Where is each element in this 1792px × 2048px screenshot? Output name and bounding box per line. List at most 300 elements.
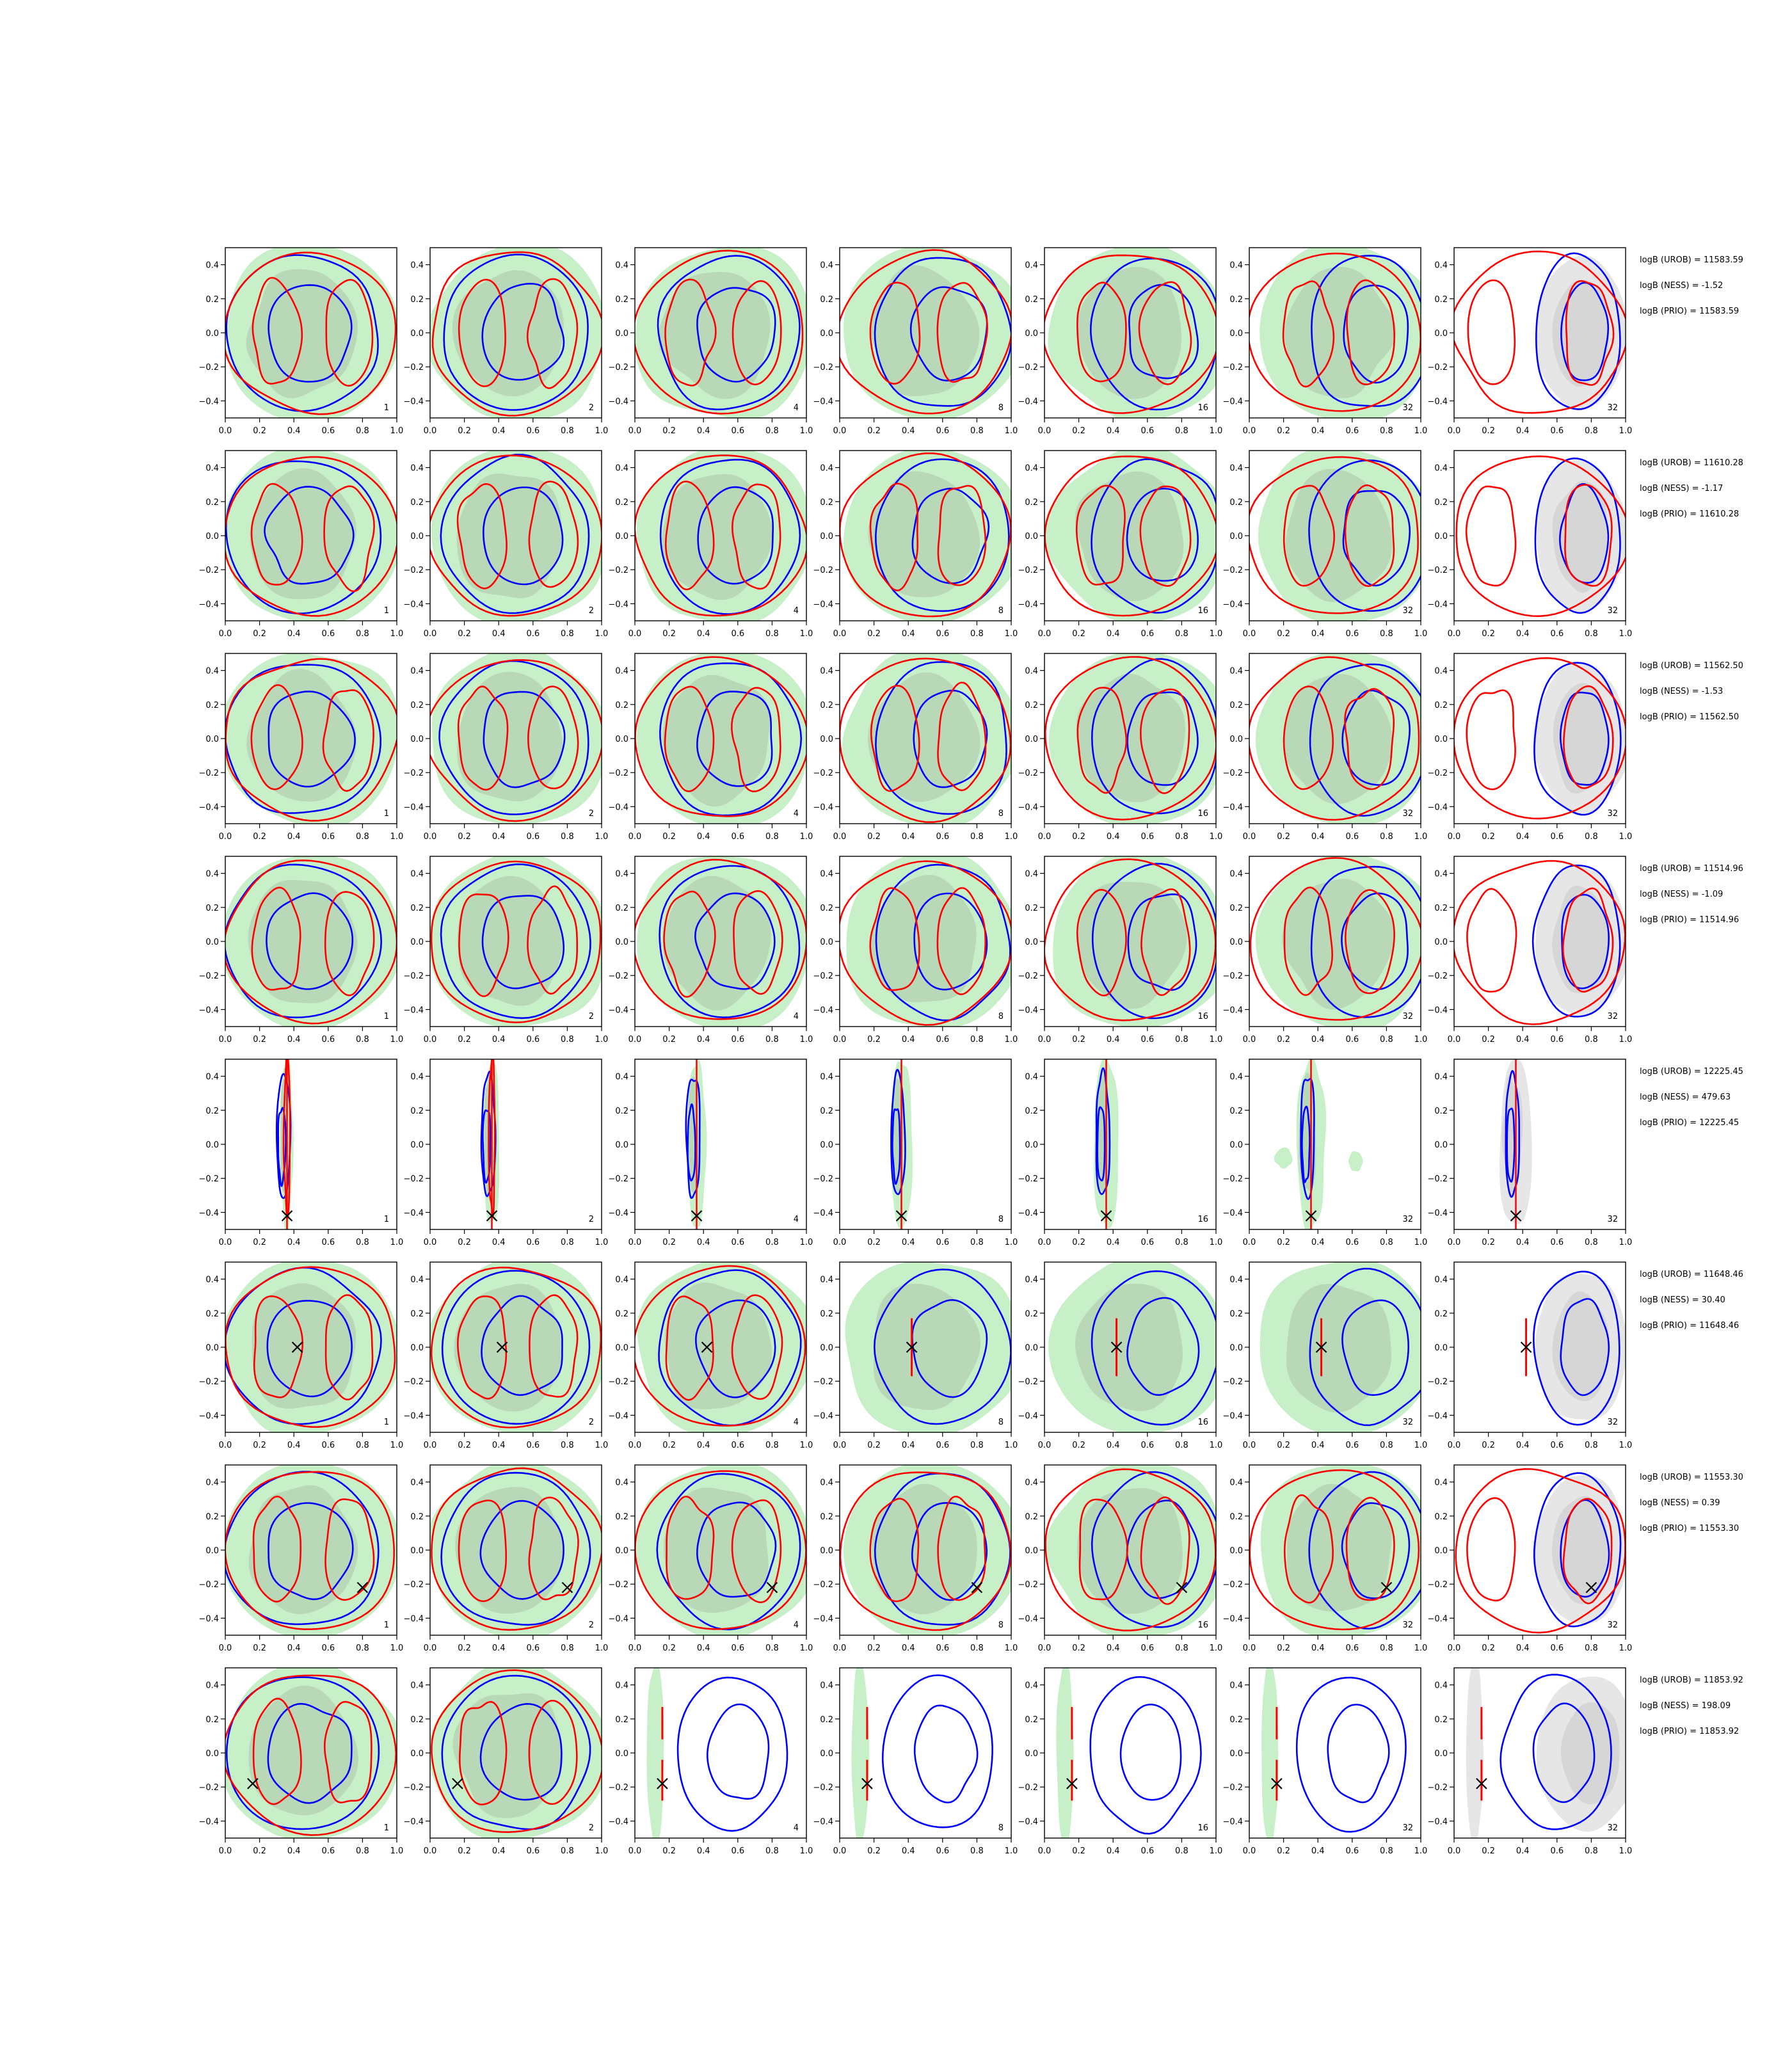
panel-r1-c1 [198, 244, 403, 436]
y-tick-label: −0.2 [1427, 1580, 1448, 1590]
y-tick-label: 0.0 [205, 1343, 219, 1353]
x-tick-label: 1.0 [799, 1644, 813, 1653]
y-tick-label: 0.4 [1229, 1275, 1243, 1285]
x-tick-label: 0.0 [1447, 1035, 1461, 1044]
y-tick-label: 0.0 [1025, 735, 1038, 744]
blue-contour [1121, 1704, 1181, 1800]
y-tick-label: 0.0 [1434, 1749, 1448, 1759]
x-tick-label: 0.0 [628, 426, 642, 436]
plot-area [1261, 1656, 1405, 1850]
x-tick-label: 0.2 [1482, 1846, 1495, 1856]
x-tick-label: 0.0 [1242, 1441, 1256, 1450]
plot-area [1453, 658, 1629, 819]
x-tick-label: 1.0 [1414, 1846, 1428, 1856]
y-tick-label: 0.0 [1025, 329, 1038, 339]
x-tick-label: 0.4 [901, 629, 915, 639]
x-tick-label: 0.6 [526, 1238, 540, 1247]
y-tick-label: 0.2 [410, 497, 424, 508]
y-tick-label: 0.0 [410, 938, 424, 947]
density-fill-outer [646, 1660, 664, 1850]
x-tick-label: 0.6 [731, 426, 745, 436]
x-tick-label: 0.4 [1311, 1035, 1325, 1044]
x-tick-label: 0.6 [321, 1035, 335, 1044]
x-tick-label: 0.0 [628, 629, 642, 639]
panel-step-label: 32 [1402, 1823, 1413, 1833]
y-tick-label: −0.2 [608, 1377, 628, 1388]
y-tick-label: 0.4 [820, 1681, 833, 1691]
plot-area [635, 650, 812, 828]
y-tick-label: 0.0 [615, 1343, 628, 1353]
y-tick-label: 0.4 [1025, 260, 1038, 271]
x-tick-label: 0.2 [458, 832, 471, 842]
y-tick-label: −0.4 [1222, 397, 1243, 407]
y-tick-label: −0.2 [1018, 1580, 1038, 1590]
x-tick-label: 0.0 [218, 1644, 232, 1653]
y-tick-label: 0.0 [1434, 735, 1448, 744]
axes-frame [225, 1059, 397, 1229]
x-tick-label: 0.0 [1447, 1846, 1461, 1856]
y-tick-label: 0.0 [1434, 938, 1448, 947]
x-tick-label: 0.4 [901, 1238, 915, 1247]
y-tick-label: 0.2 [205, 294, 219, 305]
y-tick-label: −0.4 [403, 600, 424, 610]
x-tick-label: 0.8 [1380, 1441, 1393, 1450]
x-tick-label: 0.4 [901, 1441, 915, 1450]
x-tick-label: 0.8 [356, 1035, 369, 1044]
x-tick-label: 0.6 [1345, 1441, 1359, 1450]
y-tick-label: 0.2 [820, 497, 833, 508]
panel-step-label: 8 [998, 606, 1004, 616]
y-tick-label: −0.4 [608, 1614, 628, 1624]
x-tick-label: 0.2 [1072, 629, 1085, 639]
panel-r3-c1 [198, 653, 403, 842]
x-tick-label: 0.0 [423, 832, 437, 842]
y-tick-label: −0.2 [608, 769, 628, 779]
panel-r6-c7 [1427, 1262, 1632, 1450]
x-tick-label: 0.6 [1345, 426, 1359, 436]
x-tick-label: 1.0 [390, 832, 404, 842]
y-tick-label: −0.4 [1222, 1208, 1243, 1219]
axes-frame [1454, 1059, 1626, 1229]
panel-step-label: 1 [383, 809, 389, 819]
x-tick-label: 0.4 [287, 1035, 301, 1044]
x-tick-label: 0.2 [253, 1644, 266, 1653]
plot-area [221, 1260, 401, 1437]
y-tick-label: 0.0 [1025, 1343, 1038, 1353]
panel-step-label: 8 [998, 809, 1004, 819]
y-tick-label: −0.2 [1427, 1783, 1448, 1793]
y-tick-label: 0.0 [820, 1343, 833, 1353]
panel-r1-c2 [403, 243, 608, 436]
panel-r8-c1 [198, 1661, 403, 1856]
x-tick-label: 0.0 [218, 629, 232, 639]
x-tick-label: 0.0 [833, 1644, 847, 1653]
y-tick-label: 0.2 [205, 1309, 219, 1319]
x-tick-label: 0.0 [1242, 1846, 1256, 1856]
x-tick-label: 0.8 [970, 1238, 984, 1247]
panel-step-label: 32 [1402, 606, 1413, 616]
logb-annotation: logB (NESS) = 479.63 [1640, 1092, 1731, 1102]
plot-area [890, 1059, 913, 1229]
y-tick-label: 0.2 [410, 1106, 424, 1116]
x-tick-label: 0.4 [696, 832, 710, 842]
y-tick-label: −0.4 [608, 1208, 628, 1219]
x-tick-label: 0.4 [696, 1441, 710, 1450]
y-tick-label: 0.2 [820, 700, 833, 710]
x-tick-label: 0.6 [1345, 1644, 1359, 1653]
x-tick-label: 0.2 [1072, 426, 1085, 436]
x-tick-label: 0.0 [1037, 1238, 1052, 1247]
plot-area [1056, 1656, 1201, 1846]
x-tick-label: 1.0 [595, 629, 609, 639]
y-tick-label: 0.2 [1229, 700, 1243, 710]
y-tick-label: −0.4 [1018, 1614, 1038, 1624]
x-tick-label: 0.6 [936, 1035, 950, 1044]
x-tick-label: 0.8 [1380, 426, 1393, 436]
x-tick-label: 0.8 [1585, 629, 1598, 639]
x-tick-label: 0.0 [1037, 1441, 1052, 1450]
y-tick-label: −0.2 [1018, 363, 1038, 373]
panel-r6-c3 [608, 1258, 818, 1450]
y-tick-label: −0.4 [1018, 600, 1038, 610]
x-tick-label: 0.0 [1447, 426, 1461, 436]
y-tick-label: −0.2 [608, 566, 628, 576]
y-tick-label: 0.2 [1229, 1512, 1243, 1522]
y-tick-label: 0.0 [820, 938, 833, 947]
x-tick-label: 0.2 [1482, 1238, 1495, 1247]
logb-annotation: logB (PRIO) = 11648.46 [1640, 1321, 1740, 1331]
logb-annotation: logB (PRIO) = 11853.92 [1640, 1727, 1740, 1736]
y-tick-label: 0.4 [410, 1478, 424, 1488]
y-tick-label: −0.2 [198, 1377, 219, 1388]
plot-area [428, 1660, 610, 1841]
x-tick-label: 0.0 [628, 1644, 642, 1653]
blue-contour [707, 1704, 769, 1799]
x-tick-label: 0.8 [970, 1441, 984, 1450]
x-tick-label: 0.8 [561, 426, 574, 436]
y-tick-label: −0.4 [608, 1817, 628, 1827]
x-tick-label: 0.6 [936, 1644, 950, 1653]
y-tick-label: 0.2 [205, 700, 219, 710]
panel-step-label: 16 [1197, 1215, 1208, 1224]
x-tick-label: 1.0 [799, 832, 813, 842]
x-tick-label: 1.0 [1004, 1035, 1018, 1044]
x-tick-label: 0.0 [833, 1035, 847, 1044]
plot-area [840, 650, 1025, 828]
y-tick-label: 0.0 [820, 1749, 833, 1759]
y-tick-label: −0.4 [813, 1411, 833, 1421]
plot-area [1453, 861, 1628, 1024]
plot-area [1048, 1256, 1226, 1434]
y-tick-label: 0.4 [615, 869, 628, 879]
panel-step-label: 8 [998, 1620, 1004, 1630]
plot-area [428, 1459, 608, 1640]
y-tick-label: −0.2 [813, 1580, 833, 1590]
x-tick-label: 0.6 [1140, 629, 1155, 639]
x-tick-label: 0.0 [1447, 832, 1461, 842]
x-tick-label: 0.6 [1140, 1035, 1155, 1044]
panel-r5-c1 [198, 1054, 403, 1247]
y-tick-label: 0.4 [1229, 1681, 1243, 1691]
x-tick-label: 0.2 [1072, 832, 1085, 842]
y-tick-label: 0.4 [1025, 463, 1038, 474]
y-tick-label: −0.2 [198, 363, 219, 373]
y-tick-label: 0.0 [1229, 1140, 1243, 1150]
y-tick-label: 0.2 [820, 1512, 833, 1522]
panel-step-label: 4 [793, 1215, 799, 1224]
y-tick-label: 0.0 [615, 735, 628, 744]
panel-r5-c4 [813, 1059, 1018, 1247]
panel-step-label: 16 [1197, 1012, 1208, 1021]
x-tick-label: 1.0 [390, 1441, 404, 1450]
y-tick-label: 0.4 [1025, 1072, 1038, 1082]
x-tick-label: 0.8 [970, 1035, 984, 1044]
x-tick-label: 1.0 [595, 1238, 609, 1247]
y-tick-label: 0.0 [410, 735, 424, 744]
x-tick-label: 0.6 [1140, 426, 1155, 436]
x-tick-label: 0.8 [1585, 1441, 1598, 1450]
y-tick-label: 0.0 [615, 532, 628, 541]
y-tick-label: −0.2 [198, 1580, 219, 1590]
panel-step-label: 1 [383, 1215, 389, 1224]
y-tick-label: 0.0 [205, 1546, 219, 1556]
x-tick-label: 0.0 [1037, 1846, 1052, 1856]
y-tick-label: 0.2 [1025, 1715, 1038, 1725]
x-tick-label: 0.8 [1585, 1644, 1598, 1653]
x-tick-label: 0.0 [423, 629, 437, 639]
y-tick-label: −0.2 [1427, 566, 1448, 576]
panel-step-label: 16 [1197, 403, 1208, 413]
y-tick-label: 0.0 [820, 1546, 833, 1556]
y-tick-label: 0.0 [820, 1140, 833, 1150]
logb-annotation: logB (UROB) = 11553.30 [1640, 1473, 1743, 1482]
y-tick-label: 0.2 [1434, 700, 1448, 710]
y-tick-label: 0.4 [410, 260, 424, 271]
x-tick-label: 0.0 [833, 426, 847, 436]
x-tick-label: 1.0 [1619, 1035, 1633, 1044]
x-tick-label: 0.8 [1175, 1035, 1188, 1044]
y-tick-label: 0.2 [1229, 1309, 1243, 1319]
x-tick-label: 0.6 [936, 1238, 950, 1247]
plot-area [1500, 1058, 1532, 1229]
x-tick-label: 0.6 [936, 832, 950, 842]
x-tick-label: 0.6 [936, 426, 950, 436]
x-tick-label: 1.0 [1414, 629, 1428, 639]
blue-contour [915, 1706, 977, 1803]
x-tick-label: 1.0 [1004, 1846, 1018, 1856]
y-tick-label: 0.0 [1434, 1140, 1448, 1150]
y-tick-label: −0.4 [608, 397, 628, 407]
panel-grid [198, 242, 1743, 1856]
logb-annotation: logB (UROB) = 11648.46 [1640, 1270, 1743, 1279]
y-tick-label: −0.2 [1427, 363, 1448, 373]
x-tick-label: 0.6 [321, 832, 335, 842]
panel-step-label: 32 [1402, 809, 1413, 819]
x-tick-label: 0.2 [867, 832, 881, 842]
panel-step-label: 32 [1402, 1012, 1413, 1021]
y-tick-label: −0.2 [1427, 1174, 1448, 1185]
panel-step-label: 1 [383, 1418, 389, 1427]
row-annotations [1640, 1676, 1743, 1736]
x-tick-label: 0.4 [1516, 1238, 1530, 1247]
panel-r7-c1 [198, 1462, 403, 1653]
y-tick-label: 0.0 [615, 938, 628, 947]
row-annotations [1640, 1473, 1743, 1533]
plot-area [1250, 1464, 1437, 1638]
x-tick-label: 0.6 [1345, 1846, 1359, 1856]
plot-area [481, 1054, 499, 1229]
x-tick-label: 0.2 [1072, 1441, 1085, 1450]
y-tick-label: −0.4 [1222, 1817, 1243, 1827]
x-tick-label: 0.2 [458, 1846, 471, 1856]
logb-annotation: logB (UROB) = 11514.96 [1640, 864, 1743, 874]
x-tick-label: 0.2 [253, 832, 266, 842]
x-tick-label: 0.4 [492, 629, 506, 639]
density-fill-outer [1348, 1151, 1363, 1171]
y-tick-label: −0.2 [1018, 1377, 1038, 1388]
plot-area [1457, 456, 1630, 616]
x-tick-label: 0.2 [1072, 1035, 1085, 1044]
x-tick-label: 0.0 [1037, 1035, 1052, 1044]
x-tick-label: 0.6 [731, 832, 745, 842]
y-tick-label: 0.0 [1434, 1343, 1448, 1353]
y-tick-label: 0.4 [1434, 463, 1448, 474]
plot-area [836, 246, 1025, 421]
y-tick-label: 0.2 [820, 1106, 833, 1116]
y-tick-label: −0.2 [1427, 972, 1448, 982]
y-tick-label: 0.0 [1229, 735, 1243, 744]
x-tick-label: 1.0 [1619, 1238, 1633, 1247]
plot-area [221, 855, 401, 1031]
x-tick-label: 0.4 [696, 1846, 710, 1856]
x-tick-label: 1.0 [1414, 1238, 1428, 1247]
logb-annotation: logB (NESS) = 30.40 [1640, 1295, 1725, 1305]
x-tick-label: 0.0 [1242, 1644, 1256, 1653]
y-tick-label: 0.2 [205, 497, 219, 508]
y-tick-label: 0.4 [205, 1478, 219, 1488]
x-tick-label: 0.8 [1380, 1846, 1393, 1856]
x-tick-label: 0.6 [1550, 629, 1564, 639]
y-tick-label: −0.4 [1427, 397, 1448, 407]
y-tick-label: −0.4 [813, 1005, 833, 1016]
x-tick-label: 0.6 [731, 1644, 745, 1653]
x-tick-label: 0.6 [731, 1238, 745, 1247]
panel-r7-c3 [608, 1461, 815, 1653]
plot-area [1456, 1469, 1627, 1633]
x-tick-label: 0.4 [1311, 1644, 1325, 1653]
x-tick-label: 0.4 [492, 1441, 506, 1450]
y-tick-label: −0.4 [1222, 600, 1243, 610]
x-tick-label: 0.2 [867, 1644, 881, 1653]
y-tick-label: −0.2 [813, 363, 833, 373]
x-tick-label: 0.2 [662, 1035, 676, 1044]
panel-step-label: 1 [383, 1823, 389, 1833]
y-tick-label: 0.4 [615, 1478, 628, 1488]
panel-r5-c5 [1018, 1058, 1222, 1248]
y-tick-label: 0.2 [1025, 700, 1038, 710]
x-tick-label: 0.4 [1106, 1644, 1120, 1653]
x-tick-label: 0.2 [867, 1035, 881, 1044]
y-tick-label: 0.4 [1229, 260, 1243, 271]
x-tick-label: 0.2 [1482, 1441, 1495, 1450]
panel-step-label: 4 [793, 1823, 799, 1833]
plot-area [838, 851, 1023, 1028]
x-tick-label: 0.4 [287, 832, 301, 842]
plot-area [1466, 1659, 1640, 1851]
y-tick-label: 0.2 [615, 1309, 628, 1319]
y-tick-label: 0.2 [1434, 1106, 1448, 1116]
y-tick-label: 0.0 [615, 329, 628, 339]
y-tick-label: 0.4 [615, 1072, 628, 1082]
plot-area [1247, 447, 1439, 623]
y-tick-label: 0.4 [1434, 1681, 1448, 1691]
panel-step-label: 16 [1197, 606, 1208, 616]
y-tick-label: −0.2 [1222, 769, 1243, 779]
x-tick-label: 0.0 [628, 1846, 642, 1856]
panel-r1-c5 [1018, 243, 1227, 436]
logb-annotation: logB (PRIO) = 12225.45 [1640, 1118, 1740, 1128]
plot-area [224, 244, 401, 424]
panel-step-label: 32 [1607, 1823, 1618, 1833]
x-tick-label: 1.0 [595, 1035, 609, 1044]
x-tick-label: 0.2 [458, 1035, 471, 1044]
x-tick-label: 0.6 [526, 1035, 540, 1044]
x-tick-label: 0.0 [1037, 832, 1052, 842]
y-tick-label: −0.4 [1427, 600, 1448, 610]
x-tick-label: 0.0 [628, 1238, 642, 1247]
x-tick-label: 0.2 [1482, 629, 1495, 639]
x-tick-label: 0.6 [936, 629, 950, 639]
x-tick-label: 0.8 [1380, 1035, 1393, 1044]
x-tick-label: 0.6 [526, 832, 540, 842]
x-tick-label: 0.4 [1516, 629, 1530, 639]
x-tick-label: 0.6 [321, 1846, 335, 1856]
x-tick-label: 0.6 [1550, 1644, 1564, 1653]
axes-frame [1044, 1059, 1216, 1229]
x-tick-label: 0.4 [1516, 1846, 1530, 1856]
x-tick-label: 0.4 [287, 629, 301, 639]
y-tick-label: 0.0 [410, 532, 424, 541]
panel-r3-c2 [403, 646, 608, 842]
y-tick-label: 0.0 [615, 1749, 628, 1759]
plot-area [428, 447, 604, 626]
x-tick-label: 0.8 [970, 426, 984, 436]
panel-r4-c1 [198, 855, 403, 1044]
y-tick-label: 0.4 [820, 1275, 833, 1285]
x-tick-label: 0.6 [1345, 1238, 1359, 1247]
y-tick-label: −0.2 [198, 769, 219, 779]
plot-area [1044, 849, 1229, 1028]
y-tick-label: −0.4 [198, 1817, 219, 1827]
y-tick-label: −0.4 [813, 1614, 833, 1624]
panel-step-label: 4 [793, 1012, 799, 1021]
x-tick-label: 1.0 [799, 1846, 813, 1856]
y-tick-label: 0.4 [410, 666, 424, 676]
plot-area [840, 447, 1023, 624]
x-tick-label: 0.2 [662, 1846, 676, 1856]
x-tick-label: 0.6 [526, 1441, 540, 1450]
row-annotations [1640, 1067, 1743, 1128]
x-tick-label: 1.0 [1414, 426, 1428, 436]
x-tick-label: 0.8 [356, 832, 369, 842]
x-tick-label: 0.2 [1072, 1238, 1085, 1247]
y-tick-label: −0.2 [813, 1377, 833, 1388]
plot-area [851, 1657, 992, 1848]
x-tick-label: 0.8 [1380, 1644, 1393, 1653]
x-tick-label: 0.8 [561, 1644, 574, 1653]
plot-area [635, 1461, 815, 1640]
x-tick-label: 1.0 [1619, 832, 1633, 842]
